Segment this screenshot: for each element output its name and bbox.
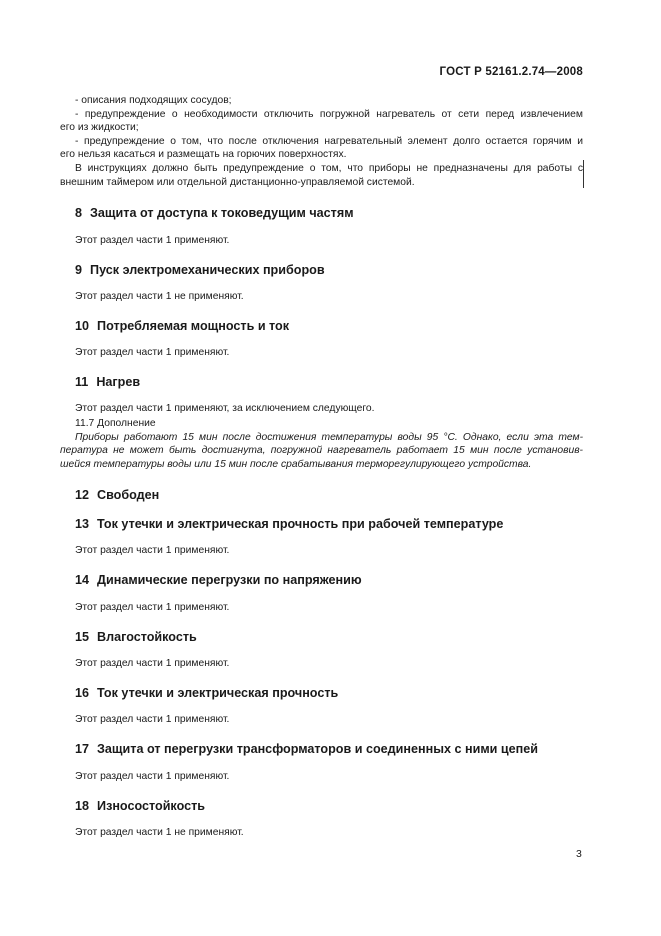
section-number: 8 [75,206,83,220]
section-number: 15 [75,630,90,644]
section-number: 14 [75,573,90,587]
section-text-14: Этот раздел части 1 применяют. [75,602,230,613]
section-title: Ток утечки и электрическая прочность при рабочей температуре [97,517,504,531]
page-number: 3 [576,848,582,860]
section-heading-11 [75,375,140,389]
intro-line: внешним таймером или отдельной дистанционно-управляемой системой. [60,176,415,188]
intro-line: В инструкциях должно быть предупреждение о том, что приборы не предназначены для работы с [75,162,583,174]
section-text-16: Этот раздел части 1 применяют. [75,714,230,725]
intro-line: его нельзя касаться и размещать на горючих поверхностях. [60,149,347,161]
section-heading-15 [75,630,197,644]
subclause-label: 11.7 Дополнение [75,418,156,429]
section-text-9: Этот раздел части 1 не применяют. [75,291,244,302]
section-text-17: Этот раздел части 1 применяют. [75,771,230,782]
section-title: Ток утечки и электрическая прочность [97,686,339,700]
section-text-10: Этот раздел части 1 применяют. [75,347,230,358]
section-heading-18 [75,799,205,813]
section-text-15: Этот раздел части 1 применяют. [75,658,230,669]
section-heading-8 [75,206,354,220]
section-number: 10 [75,319,90,333]
section-title: Нагрев [96,375,141,389]
italic-line: Приборы работают 15 мин после достижения температуры воды 95 °С. Однако, если эта тем- [75,431,583,443]
section-text-8: Этот раздел части 1 применяют. [75,235,230,246]
section-title: Износостойкость [97,799,206,813]
section-number: 18 [75,799,90,813]
section-title: Защита от перегрузки трансформаторов и соединенных с ними цепей [97,742,539,756]
section-heading-13 [75,517,503,531]
italic-line: шейся температуры воды или 15 мин после срабатывания терморегулирующего устройства. [60,458,532,470]
section-number: 9 [75,263,83,277]
section-text-11: Этот раздел части 1 применяют, за исключением следующего. [75,403,375,414]
section-number: 13 [75,517,90,531]
intro-line: - предупреждение о том, что после отключения нагревательный элемент долго остается горячим и [75,135,583,147]
section-title: Потребляемая мощность и ток [97,319,290,333]
section-heading-16 [75,686,338,700]
intro-line: его из жидкости; [60,122,139,134]
section-number: 11 [75,375,89,389]
intro-line: - описания подходящих сосудов; [75,95,232,106]
standard-code: ГОСТ Р 52161.2.74—2008 [439,66,583,78]
section-text-13: Этот раздел части 1 применяют. [75,545,230,556]
section-title: Динамические перегрузки по напряжению [97,573,362,587]
section-title: Влагостойкость [97,630,197,644]
change-marker-bar [583,160,584,188]
section-title: Защита от доступа к токоведущим частям [90,206,354,220]
section-number: 12 [75,488,90,502]
section-text-18: Этот раздел части 1 не применяют. [75,827,244,838]
section-number: 16 [75,686,90,700]
intro-block [60,94,583,189]
section-title: Свободен [97,488,160,502]
section-heading-14 [75,573,362,587]
section-11-details [60,417,583,471]
section-heading-10 [75,319,289,333]
section-heading-17 [75,742,538,756]
section-heading-9 [75,263,325,277]
italic-line: пература не может быть достигнута, погружной нагреватель работает 15 мин после установив- [60,445,583,457]
intro-line: - предупреждение о необходимости отключить погружной нагреватель от сети перед извлечением [75,108,583,120]
section-title: Пуск электромеханических приборов [90,263,325,277]
section-number: 17 [75,742,90,756]
section-heading-12 [75,488,159,502]
